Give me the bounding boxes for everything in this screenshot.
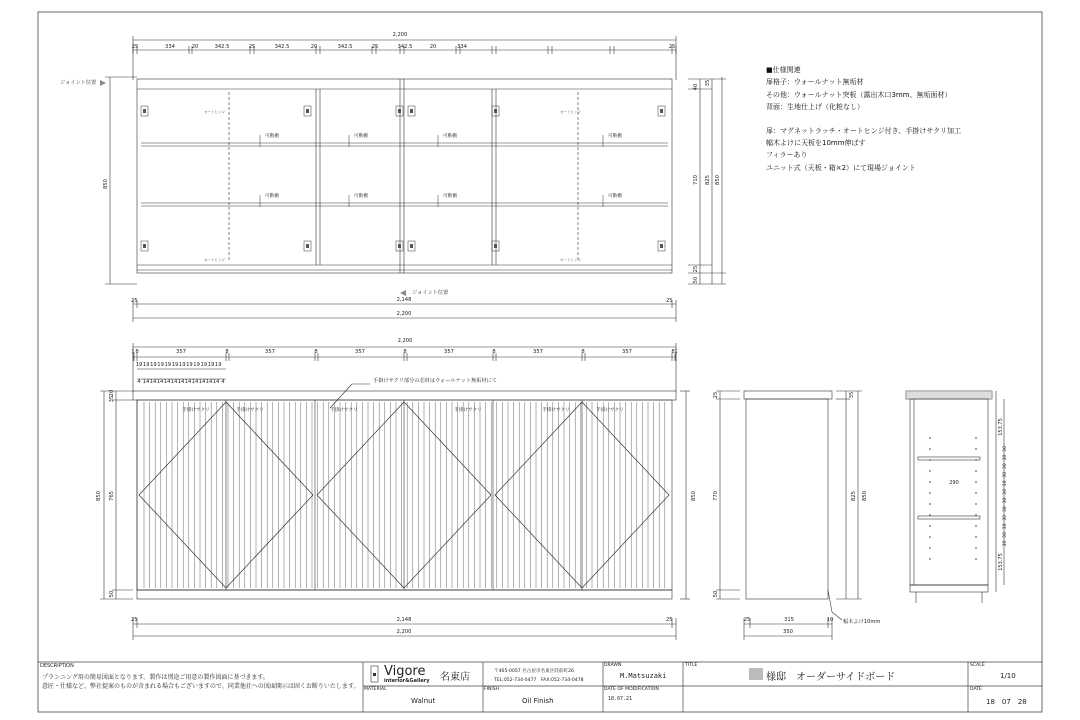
scale-value: 1/10 (1000, 672, 1016, 680)
section-pitch-label: 30 (1003, 506, 1008, 513)
side-dim-10: 10 (826, 617, 834, 623)
pin-hole (975, 525, 977, 527)
side-dim-50: 50 (713, 590, 719, 598)
spec-line: 背面：生地仕上げ（化粧なし） (766, 103, 864, 112)
spec-line: ユニット式（天板・箱×2）にて現場ジョイント (766, 163, 916, 172)
plan-right-dim-25: 25 (693, 265, 699, 273)
section-pitch-label: 30 (1003, 514, 1008, 521)
shelf-label: 可動棚 (608, 134, 622, 139)
side-dim-315: 315 (784, 617, 794, 623)
front-overall-dim-bottom: 2,200 (396, 629, 412, 635)
section-pitch-label: 30 (1003, 471, 1008, 478)
front-top-dim: 8 (314, 349, 318, 355)
pin-hole (975, 470, 977, 472)
louver-14-label: 14 (177, 379, 185, 385)
front-top-dim: 357 (176, 349, 186, 355)
louver-14-label: 14 (184, 379, 192, 385)
pin-hole (929, 514, 931, 516)
louver-14-label: 14 (198, 379, 206, 385)
hinge-icon (396, 241, 403, 251)
plan-top-dim: 25 (131, 44, 139, 50)
louver-14-label: 14 (191, 379, 199, 385)
front-overall-dim: 2,200 (397, 338, 413, 344)
hinge-icon (658, 106, 665, 116)
pin-hole (975, 503, 977, 505)
pin-hole (929, 536, 931, 538)
drawing-title: 様邸 オーダーサイドボード (766, 672, 896, 683)
pull-label: 手掛けサクリ (596, 408, 624, 413)
front-top-dim: 357 (355, 349, 365, 355)
front-top-dim: 357 (622, 349, 632, 355)
hinge-label: オートヒンジ (560, 110, 581, 114)
section-pitch-label: 30 (1003, 540, 1008, 547)
plan-top-dim: 334 (457, 44, 467, 50)
spec-line: 幅木よけに天板を10mm伸ばす (766, 139, 866, 148)
front-top-dim: 8 (492, 349, 496, 355)
pin-hole (975, 437, 977, 439)
description-label: DESCRIPTION (40, 663, 74, 669)
louver-pitch-label: 19 (214, 362, 222, 368)
plan-height-dim: 850 (103, 179, 109, 189)
front-note: 手掛けサクリ部分の芯材はウォールナット無垢材にて (373, 378, 497, 384)
louver-pitch-label: 19 (157, 362, 164, 368)
description-line-2: 意匠・仕様など、弊社提案のものが含まれる場合もございますので、同業他社への図面開示は固くお断りいたします。 (42, 683, 360, 690)
plan-joint-label-top: ジョイント位置 (60, 80, 97, 86)
store-address: 〒465-0057 名古屋市名東区陸前町26 (494, 669, 574, 674)
spec-line: 扉格子：ウォールナット無垢材 (766, 78, 864, 87)
plan-view (100, 36, 726, 322)
redacted-client-name (749, 668, 763, 680)
section-pitch-label: 30 (1003, 523, 1008, 530)
louver-pitch-label: 19 (150, 362, 157, 368)
pin-hole (975, 536, 977, 538)
plan-left-25: 25 (131, 298, 138, 304)
section-pitch-label: 30 (1003, 489, 1008, 495)
store-tel: TEL:052-734-0477 FAX:052-734-0478 (494, 678, 584, 683)
front-top-dim: 1 (674, 349, 678, 355)
side-dim-25-top: 25 (713, 391, 719, 399)
pull-label: 手掛けサクリ (454, 408, 482, 413)
date-of-modification: 18.07.21 (608, 696, 633, 702)
plan-hardware (141, 106, 665, 262)
louver-pitch-label: 19 (193, 362, 200, 368)
finish-value: Oil Finish (522, 697, 554, 705)
plan-right-dim-40: 40 (693, 83, 699, 91)
pull-label: 手掛けサクリ (542, 408, 570, 413)
front-top-dim: 8 (135, 349, 139, 355)
plan-top-dim: 342.5 (214, 44, 230, 50)
title-label: TITLE (685, 663, 698, 668)
front-height-dim: 850 (96, 491, 102, 501)
pin-hole (975, 492, 977, 494)
section-shelf-dim: 290 (949, 480, 959, 486)
section-pitch-label: 30 (1003, 480, 1008, 487)
hinge-icon (304, 106, 311, 116)
louver-pitch-label: 19 (207, 362, 215, 368)
plan-top-dim: 20 (310, 44, 318, 50)
front-top-dim: 8 (581, 349, 585, 355)
shelf-label: 可動棚 (443, 134, 457, 139)
louver-pitch-label: 19 (186, 362, 193, 368)
plan-right-dim-710: 710 (693, 175, 699, 185)
hinge-icon (492, 106, 499, 116)
drawn-by: M.Matsuzaki (620, 672, 667, 680)
date-of-modification-label: DATE OF MODIFICATION (604, 687, 659, 692)
plan-right-dim-35: 35 (705, 79, 711, 87)
pin-hole (929, 459, 931, 461)
front-top-dim: 357 (533, 349, 543, 355)
louver-pitch-label: 19 (135, 362, 143, 368)
hinge-icon (141, 106, 148, 116)
plan-right-25: 25 (666, 298, 673, 304)
louver-pitch-label: 19 (164, 362, 172, 368)
hinge-icon (304, 241, 311, 251)
shelf-label: 可動棚 (608, 194, 622, 199)
front-inner-dim: 2,148 (396, 617, 412, 623)
vigore-logo-mark (371, 666, 378, 682)
store-name: 名東店 (440, 672, 470, 683)
pin-hole (975, 547, 977, 549)
shelf-label: 可動棚 (354, 134, 368, 139)
brand-name: Vigore (384, 664, 426, 679)
plan-top-dim: 20 (429, 44, 437, 50)
hinge-label: オートヒンジ (204, 258, 225, 262)
side-height: 825 (851, 491, 857, 501)
material-value: Walnut (411, 697, 436, 705)
hinge-label: オートヒンジ (560, 258, 581, 262)
drawn-label: DRAWN (604, 663, 622, 668)
hinge-icon (396, 106, 403, 116)
front-left-dim-20: 20 (109, 389, 115, 397)
pin-hole (929, 525, 931, 527)
shelf-pin-holes (929, 437, 977, 560)
hinge-label: オートヒンジ (204, 110, 225, 114)
front-right-25: 25 (666, 617, 673, 623)
pin-hole (929, 503, 931, 505)
plan-right-dim-850: 850 (715, 175, 721, 185)
plan-overall-dim: 2,200 (392, 32, 408, 38)
spec-line: 扉：マグネットラッチ・オートヒンジ付き、手掛けサクリ加工 (766, 126, 962, 135)
louver-pitch-label: 19 (178, 362, 186, 368)
pull-label: 手掛けサクリ (236, 408, 264, 413)
front-top-dim: 8 (403, 349, 407, 355)
front-top-dim: 357 (444, 349, 454, 355)
side-dim-25: 25 (743, 617, 751, 623)
front-elevation (100, 343, 690, 640)
side-total: 350 (783, 629, 793, 635)
pin-hole (929, 547, 931, 549)
plan-top-dim: 342.5 (274, 44, 290, 50)
louver-14-label: 14 (149, 379, 157, 385)
louver-14-label: 14 (170, 379, 178, 385)
hinge-icon (658, 241, 665, 251)
spec-line: その他：ウォールナット突板（露出木口3mm、無垢面材） (766, 90, 952, 99)
plan-top-dim: 25 (371, 44, 379, 50)
section-bottom-dim: 153.75 (998, 553, 1004, 571)
side-dim-25-right: 35 (849, 391, 855, 399)
plan-top-dim: 25 (248, 44, 256, 50)
pin-hole (975, 481, 977, 483)
louver-pitch-label: 19 (200, 362, 208, 368)
shelf-label: 可動棚 (443, 194, 457, 199)
brand-sub: interior&Gallery (384, 678, 430, 684)
side-note: 幅木よけ10mm (843, 619, 881, 625)
hinge-icon (408, 241, 415, 251)
louver-14-label: 14 (212, 379, 220, 385)
section-pitch-label: 30 (1003, 446, 1008, 452)
pin-hole (929, 448, 931, 450)
side-overall: 850 (862, 491, 868, 501)
date-label: DATE (970, 687, 982, 692)
front-right-dim-850: 850 (691, 491, 697, 501)
front-top-dim: 8 (671, 349, 675, 355)
pin-hole (975, 448, 977, 450)
front-left-dim-50: 50 (109, 590, 115, 598)
section-pitch-label: 30 (1003, 497, 1008, 504)
plan-overall-dim-bottom: 2,200 (396, 311, 412, 317)
front-top-dim: 1 (131, 349, 135, 355)
side-elevation (716, 391, 862, 640)
louver-14-label: 14 (142, 379, 150, 385)
shelf-label: 可動棚 (354, 194, 368, 199)
hinge-icon (492, 241, 499, 251)
section-pitch-label: 30 (1003, 532, 1008, 538)
pin-hole (929, 437, 931, 439)
pin-hole (975, 514, 977, 516)
plan-joint-label-bottom: ジョイント位置 (412, 290, 449, 296)
spec-heading: ■仕様関連 (766, 66, 801, 74)
front-left-dim-765: 765 (109, 491, 115, 501)
side-dim-770: 770 (713, 491, 719, 501)
pin-hole (975, 558, 977, 560)
shelf-label: 可動棚 (265, 194, 279, 199)
hinge-icon (408, 106, 415, 116)
section-pitch-label: 30 (1003, 454, 1008, 461)
section-pitch-label: 30 (1003, 463, 1008, 470)
plan-top-dim: 342.5 (337, 44, 353, 50)
material-label: MATERIAL (364, 687, 387, 692)
pin-hole (929, 558, 931, 560)
pin-hole (929, 470, 931, 472)
pin-hole (929, 492, 931, 494)
spec-line: フィラーあり (766, 151, 808, 160)
spec-notes (766, 64, 961, 174)
plan-top-dim: 20 (191, 44, 199, 50)
scale-label: SCALE (970, 663, 985, 668)
front-left-25: 25 (131, 617, 138, 623)
louver-14-label: 14 (156, 379, 164, 385)
plan-inner-dim: 2,148 (396, 297, 412, 303)
pull-label: 手掛けサクリ (330, 408, 358, 413)
front-top-dim: 357 (265, 349, 275, 355)
hinge-icon (141, 241, 148, 251)
pin-hole (975, 459, 977, 461)
louver-pitch-label: 19 (171, 362, 179, 368)
finish-label: FINISH (484, 687, 500, 692)
section-top-dim: 153.75 (998, 418, 1004, 436)
plan-top-dim: 25 (668, 44, 676, 50)
pin-hole (929, 481, 931, 483)
louver-gap-label: 4 (221, 379, 225, 385)
louver-14-label: 14 (205, 379, 213, 385)
description-line-1: プランニング用の簡易図面となります。製作は別途ご用意の製作図面に基づきます。 (42, 674, 269, 681)
louver-pitch-label: 19 (142, 362, 150, 368)
front-left-dim-35: 35 (109, 395, 115, 403)
louver-14-label: 14 (163, 379, 171, 385)
plan-right-dim-50: 50 (693, 276, 699, 284)
shelf-label: 可動棚 (265, 134, 279, 139)
louver-gap-label: 4 (137, 379, 141, 385)
plan-top-dim: 334 (165, 44, 175, 50)
plan-right-dim-825: 825 (705, 175, 711, 185)
date-value: 18 07 28 (986, 698, 1027, 706)
front-top-dim: 8 (225, 349, 229, 355)
section-view (906, 391, 1004, 603)
plan-top-dim: 342.5 (397, 44, 413, 50)
pull-label: 手掛けサクリ (182, 408, 210, 413)
